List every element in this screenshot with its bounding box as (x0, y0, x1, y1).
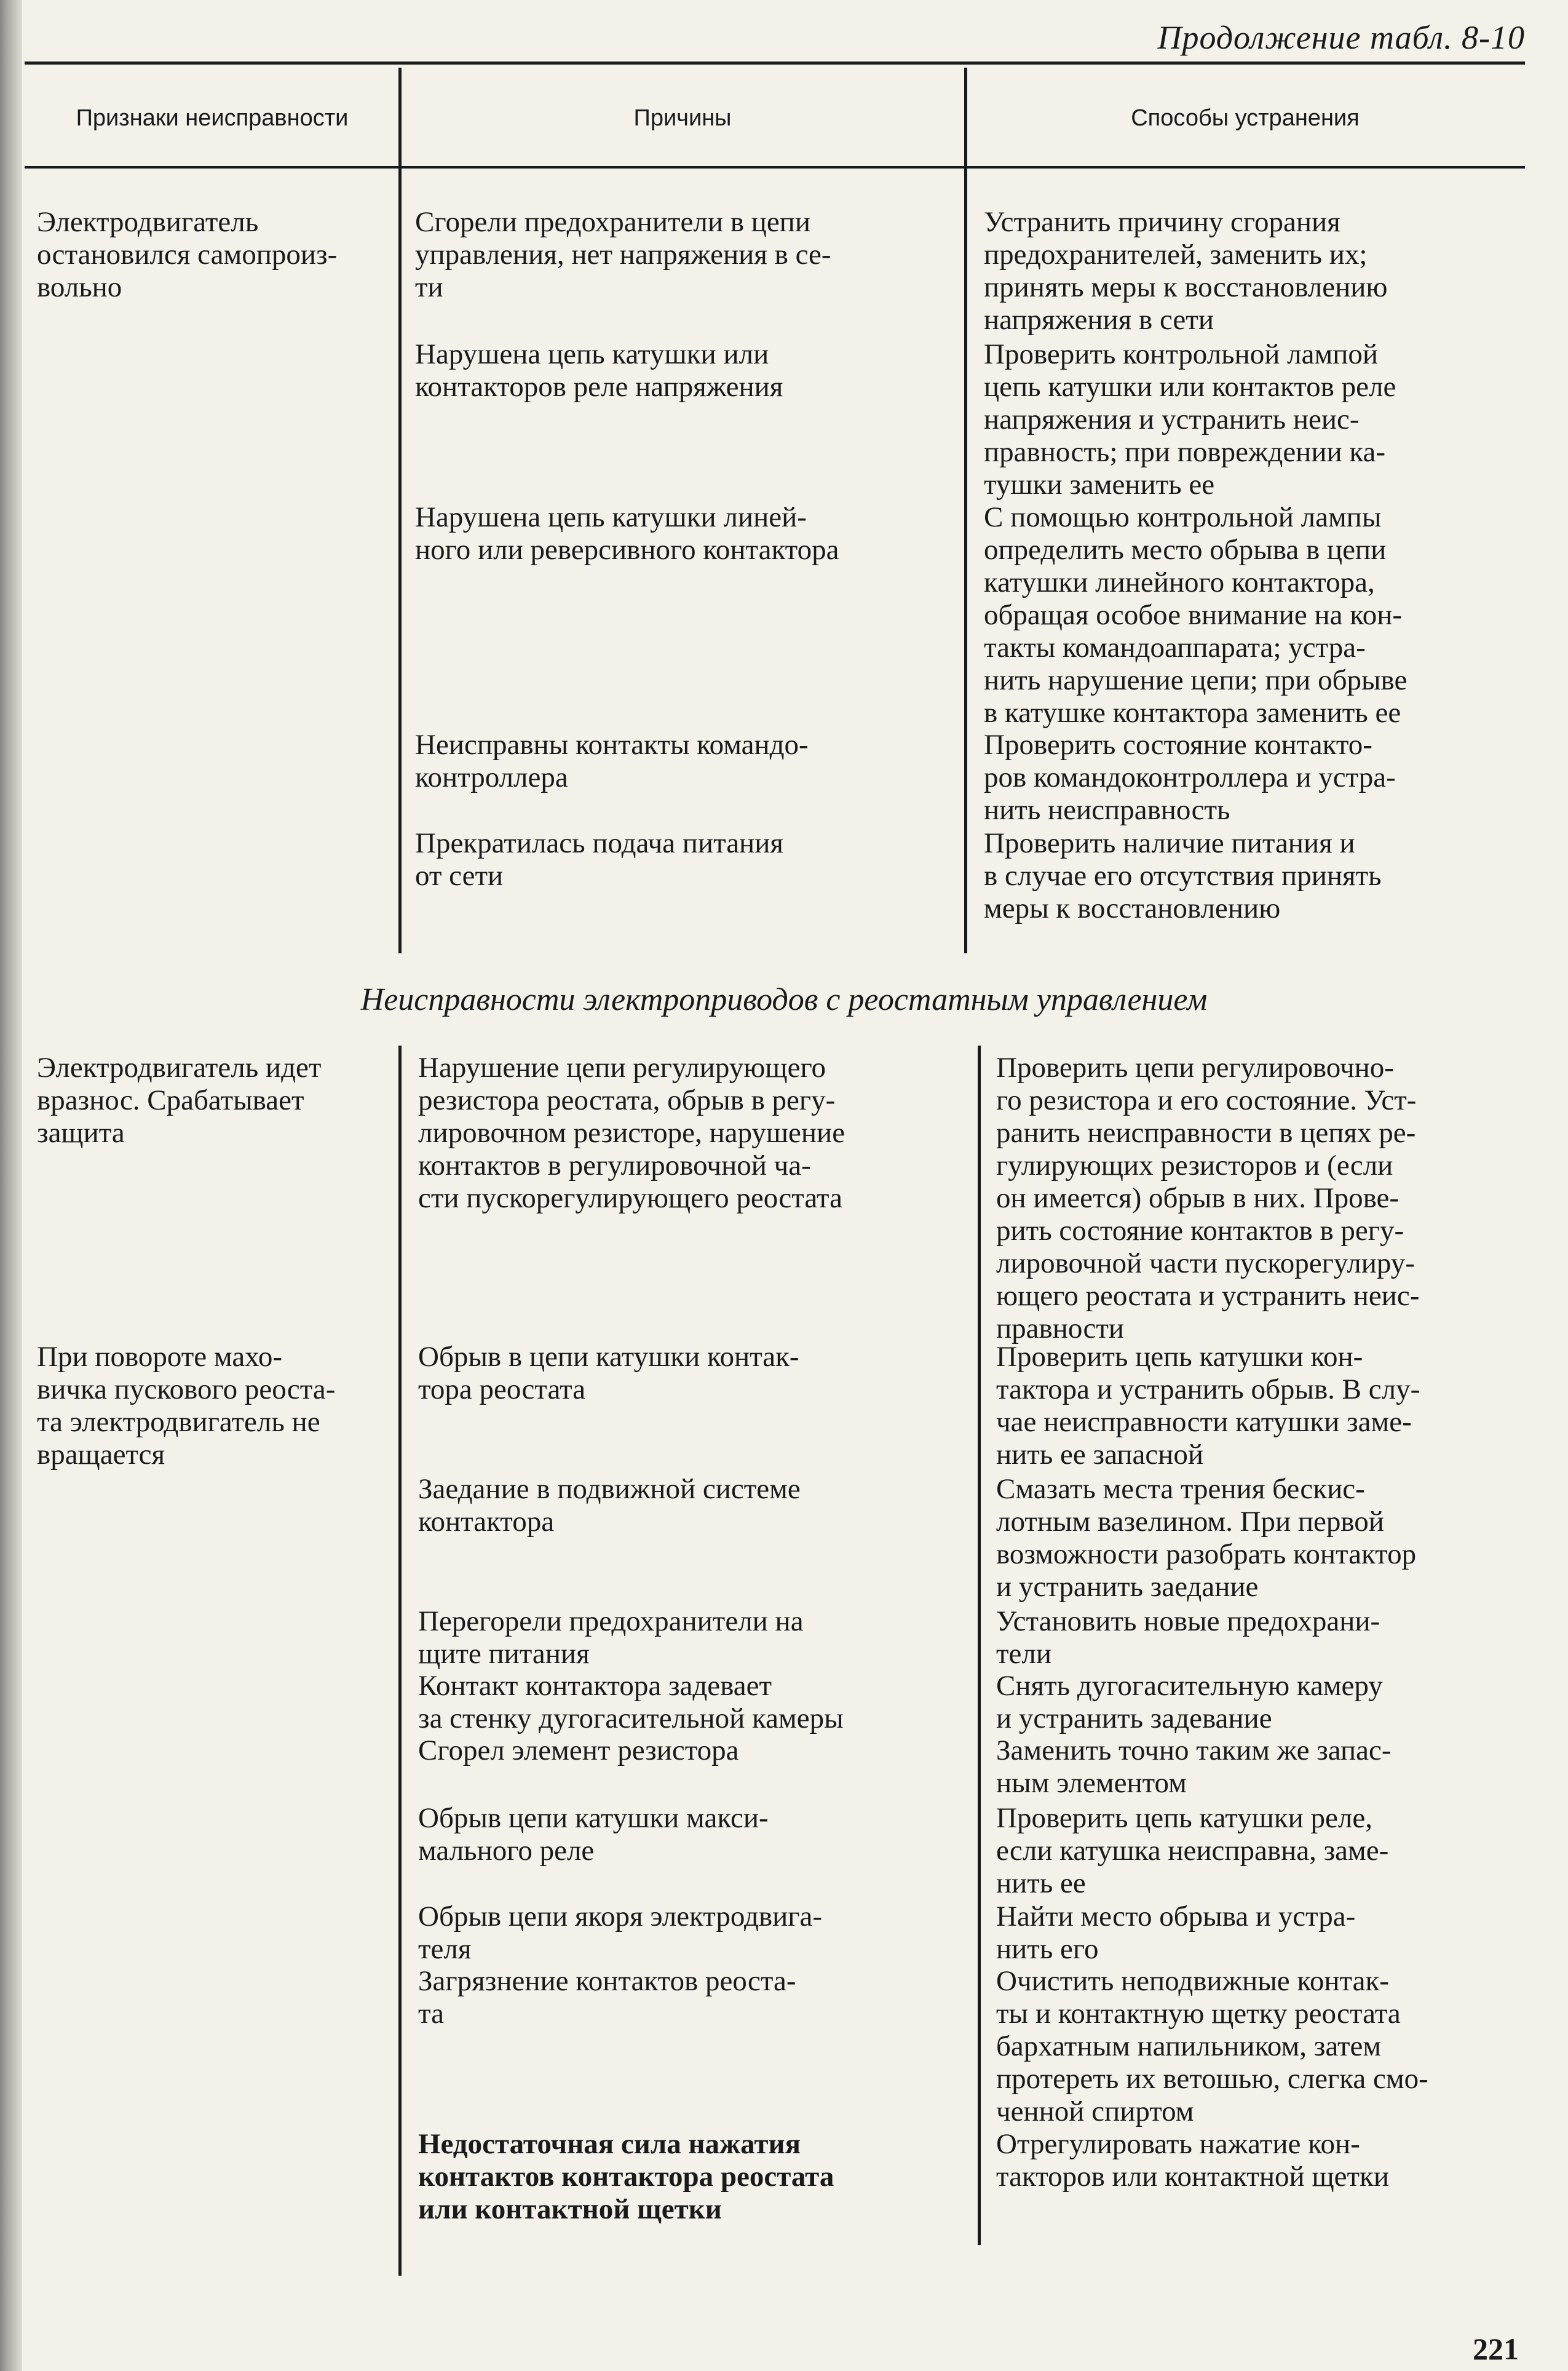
cause-cell: Прекратилась подача питания от сети (415, 827, 783, 892)
column-divider-2 (978, 1046, 981, 2245)
cause-cell: Обрыв цепи якоря электродвига- теля (418, 1900, 823, 1965)
top-rule (25, 62, 1525, 65)
remedy-cell: Проверить цепь катушки реле, если катушка неисправна, заме- нить ее (996, 1802, 1389, 1899)
cause-cell: Неисправны контакты командо- контроллера (415, 729, 809, 793)
cause-cell: Контакт контактора задевает за стенку дугогасительной камеры (418, 1670, 844, 1734)
running-head: Продолжение табл. 8-10 (1157, 19, 1525, 56)
section-title: Неисправности электроприводов с реостатным управлением (360, 982, 1208, 1017)
cause-cell: Заедание в подвижной системе контактора (418, 1473, 801, 1538)
remedy-cell: Проверить цепи регулировочно- го резистора и его состояние. Уст- ранить неисправности в цепях ре- гулирующих резисторов и (если он имеется) обрыв в них. Прове- рить состояние контактов в регу- лировочной части пускорегулиру- ющего реостата и устранить неис- правности (996, 1052, 1420, 1344)
cause-cell: Обрыв цепи катушки макси- мального реле (418, 1802, 769, 1867)
column-header-remedies: Способы устранения (1131, 105, 1360, 131)
cause-cell: Нарушение цепи регулирующего резистора реостата, обрыв в регу- лировочном резисторе, нарушение контактов в регулировочной ча- сти пускорегулирующего реостата (418, 1052, 845, 1214)
symptom-cell: Электродвигатель идет вразнос. Срабатывает защита (37, 1052, 322, 1149)
column-divider-1 (398, 68, 402, 953)
symptom-cell: Электродвигатель остановился самопроиз- вольно (37, 206, 338, 303)
cause-cell: Обрыв в цепи катушки контак- тора реостата (418, 1341, 799, 1405)
remedy-cell: Проверить состояние контакто- ров командоконтроллера и устра- нить неисправность (984, 729, 1396, 826)
remedy-cell: Смазать места трения бескис- лотным вазелином. При первой возможности разобрать контактор и устранить заедание (996, 1473, 1417, 1603)
remedy-cell: Заменить точно таким же запас- ным элементом (996, 1734, 1392, 1799)
remedy-cell: С помощью контрольной лампы определить место обрыва в цепи катушки линейного контактора, обращая особое внимание на кон- такты командоаппарата; устра- нить нарушение цепи; при обрыве в катушке контактора заменить ее (984, 501, 1408, 729)
remedy-cell: Найти место обрыва и устра- нить его (996, 1900, 1356, 1965)
symptom-cell: При повороте махо- вичка пускового реоста- та электродвигатель не вращается (37, 1341, 336, 1471)
cause-cell: Перегорели предохранители на щите питания (418, 1605, 804, 1670)
column-header-symptoms: Признаки неисправности (76, 105, 349, 131)
cause-cell: Загрязнение контактов реоста- та (418, 1965, 796, 2030)
remedy-cell: Очистить неподвижные контак- ты и контактную щетку реостата бархатным напильником, затем протереть их ветошью, слегка смо- ченной спиртом (996, 1965, 1428, 2127)
column-divider-1 (398, 1046, 402, 2276)
cause-cell: Сгорел элемент резистора (418, 1734, 739, 1766)
remedy-cell: Проверить наличие питания и в случае его отсутствия принять меры к восстановлению (984, 827, 1382, 924)
cause-cell: Нарушена цепь катушки линей- ного или реверсивного контактора (415, 501, 839, 566)
scanned-page-edge (0, 0, 22, 2371)
column-divider-2 (964, 68, 967, 953)
header-rule (25, 166, 1525, 169)
cause-cell: Недостаточная сила нажатия контактов контактора реостата или контактной щетки (418, 2128, 834, 2225)
cause-cell: Сгорели предохранители в цепи управления, нет напряжения в се- ти (415, 206, 831, 303)
page-number: 221 (1473, 2332, 1519, 2366)
remedy-cell: Проверить цепь катушки кон- тактора и устранить обрыв. В слу- чае неисправности катушки заме- нить ее запасной (996, 1341, 1420, 1471)
remedy-cell: Установить новые предохрани- тели (996, 1605, 1380, 1670)
remedy-cell: Устранить причину сгорания предохранителей, заменить их; принять меры к восстановлению напряжения в сети (984, 206, 1388, 336)
cause-cell: Нарушена цепь катушки или контакторов реле напряжения (415, 338, 783, 403)
remedy-cell: Проверить контрольной лампой цепь катушки или контактов реле напряжения и устранить неис- правность; при повреждении ка- тушки заменить ее (984, 338, 1396, 501)
column-header-causes: Причины (633, 105, 732, 131)
remedy-cell: Отрегулировать нажатие кон- такторов или контактной щетки (996, 2128, 1390, 2193)
remedy-cell: Снять дугогасительную камеру и устранить задевание (996, 1670, 1383, 1734)
